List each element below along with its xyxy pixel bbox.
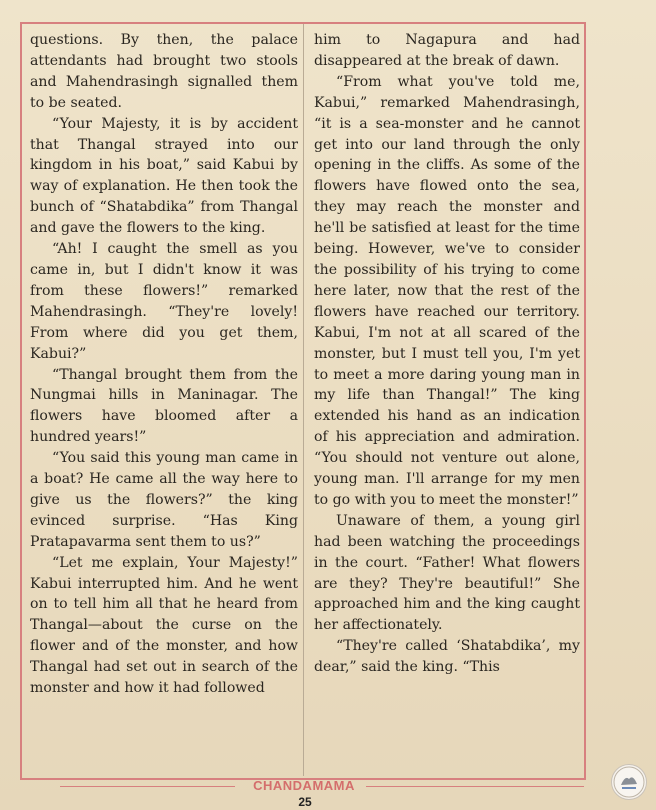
paragraph: questions. By then, the palace attendants had brought two stools and Mahendrasingh signalled them to be seated. bbox=[30, 32, 298, 111]
magazine-title: CHANDAMAMA bbox=[253, 778, 355, 793]
footer-rule-right bbox=[366, 786, 584, 787]
paragraph: Unaware of them, a young girl had been watching the proceedings in the court. “Father! What flowers are they? They're beautiful!” She approached him and the king caught her affectionately. bbox=[314, 512, 580, 634]
scanner-watermark-icon bbox=[611, 764, 647, 800]
paragraph: “From what you've told me, Kabui,” remarked Mahendrasingh, “it is a sea-monster and he cannot get into our land through the only opening in the cliffs. As some of the flowers have flowed onto the sea, they may reach the monster and he'll be satisfied at least for the time being. However, we've to consider the possibility of his trying to come here later, now that the rest of the flowers have reached our territory. Kabui, I'm not at all scared of the monster, but I must tell you, I'm yet to meet a more daring young man in my life than Thangal!” The king extended his hand as an indication of his appreciation and admiration. “You should not venture out alone, young man. I'll arrange for my men to go with you to meet the monster!” bbox=[314, 73, 580, 508]
left-column bbox=[30, 30, 298, 699]
page-number: 25 bbox=[298, 795, 312, 809]
paragraph: “Thangal brought them from the Nungmai hills in Maninagar. The flowers have bloomed after a hundred years!” bbox=[30, 366, 298, 446]
paragraph: “Your Majesty, it is by accident that Thangal strayed into our kingdom in his boat,” said Kabui by way of explanation. He then took the bunch of “Shatabdika” from Thangal and gave the flowers to the king. bbox=[30, 115, 298, 237]
footer-rule-left bbox=[60, 786, 235, 787]
paragraph: him to Nagapura and had disappeared at the break of dawn. bbox=[314, 32, 580, 69]
paragraph: “Let me explain, Your Majesty!” Kabui interrupted him. And he went on to tell him all that he heard from Thangal—about the curse on the flower and of the monster, and how Thangal had set out in search of the monster and how it had followed bbox=[30, 554, 298, 697]
paragraph: “They're called ‘Shatabdika’, my dear,” said the king. “This bbox=[314, 638, 580, 676]
paragraph: “You said this young man came in a boat? He came all the way here to give us the flowers?” the king evinced surprise. “Has King Pratapavarma sent them to us?” bbox=[30, 450, 298, 550]
right-column bbox=[314, 30, 580, 678]
column-divider bbox=[303, 24, 304, 776]
paragraph: “Ah! I caught the smell as you came in, but I didn't know it was from these flowers!” remarked Mahendrasingh. “They're lovely! From where did you get them, Kabui?” bbox=[30, 241, 298, 362]
